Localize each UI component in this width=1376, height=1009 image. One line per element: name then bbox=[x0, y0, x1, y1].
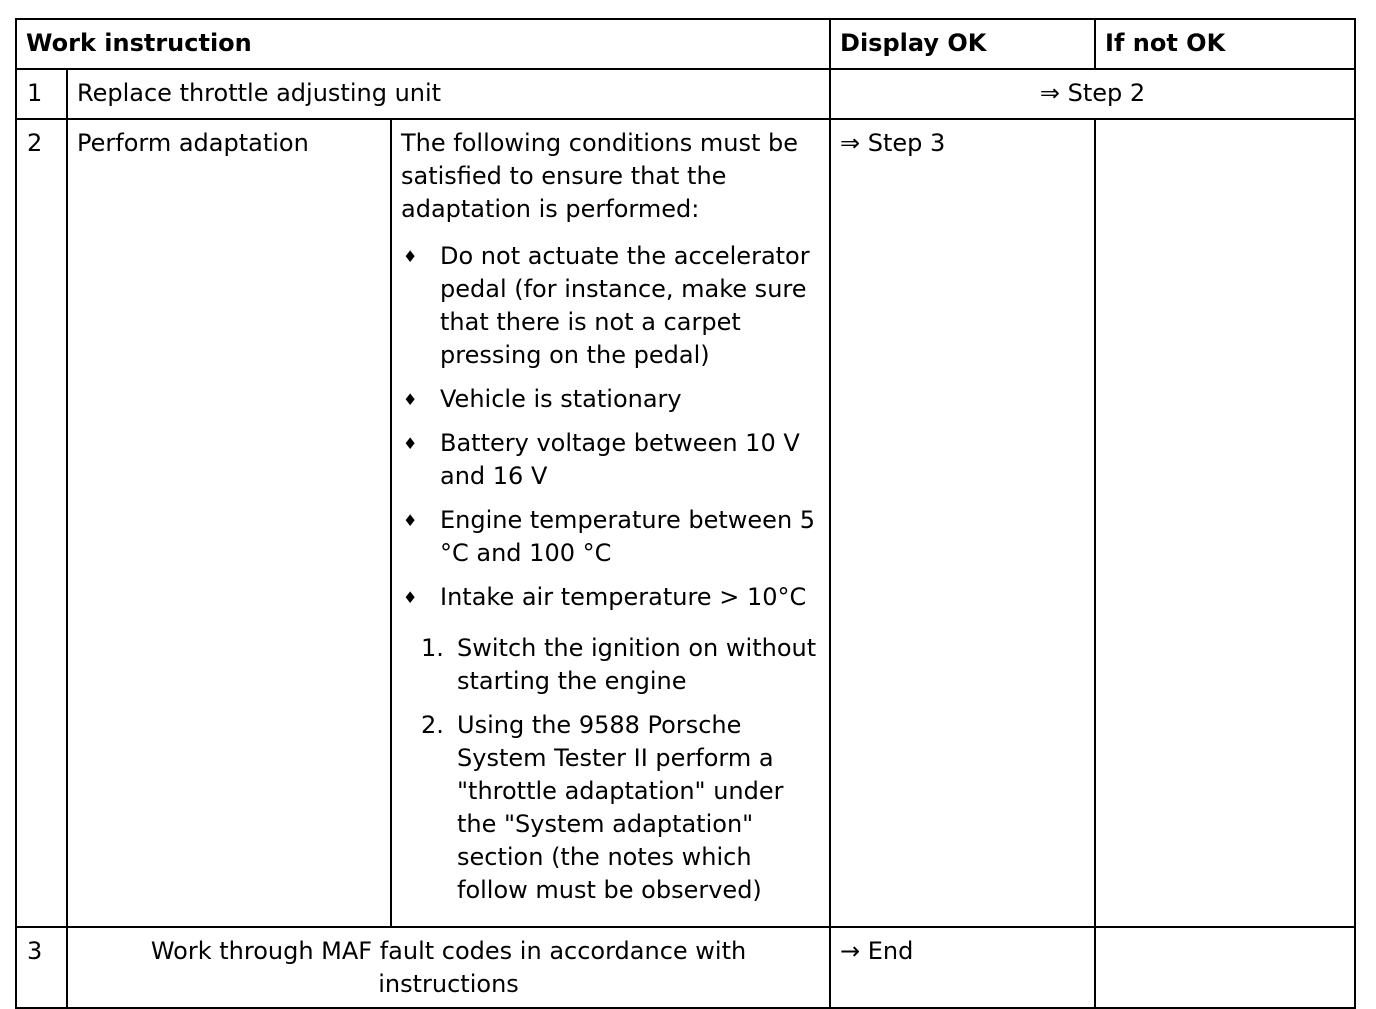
procedure-steps bbox=[401, 632, 820, 907]
step-number: 2 bbox=[16, 119, 67, 927]
diamond-bullet-icon: ♦ bbox=[403, 588, 418, 607]
display-ok-cell: ⇒ Step 2 bbox=[830, 69, 1355, 119]
diamond-bullet-icon: ♦ bbox=[403, 390, 418, 409]
header-work-instruction: Work instruction bbox=[16, 19, 830, 69]
if-not-ok-cell bbox=[1095, 927, 1355, 1008]
condition-text: Do not actuate the accelerator pedal (for instance, make sure that there is not a carpet pressing on the pedal) bbox=[440, 242, 810, 369]
display-ok-cell: → End bbox=[830, 927, 1095, 1008]
conditions-intro: The following conditions must be satisfied to ensure that the adaptation is performed: bbox=[401, 129, 799, 223]
condition-text: Intake air temperature > 10°C bbox=[440, 583, 807, 611]
instruction-cell: Perform adaptation bbox=[67, 119, 391, 927]
instruction-cell: Replace throttle adjusting unit bbox=[67, 69, 830, 119]
conditions-list bbox=[401, 240, 820, 614]
list-item bbox=[401, 240, 820, 372]
step-number: 3 bbox=[16, 927, 67, 1008]
table-row bbox=[16, 69, 1355, 119]
header-if-not-ok: If not OK bbox=[1095, 19, 1355, 69]
diamond-bullet-icon: ♦ bbox=[403, 434, 418, 453]
condition-text: Vehicle is stationary bbox=[440, 385, 682, 413]
step-text: Using the 9588 Porsche System Tester II perform a "throttle adaptation" under the "System adaptation" section (the notes which follow must be observed) bbox=[457, 711, 784, 904]
if-not-ok-cell bbox=[1095, 119, 1355, 927]
table-row bbox=[16, 119, 1355, 927]
step-index: 2. bbox=[421, 711, 444, 739]
work-instruction-table bbox=[15, 18, 1356, 1009]
display-ok-cell: ⇒ Step 3 bbox=[830, 119, 1095, 927]
diamond-bullet-icon: ♦ bbox=[403, 511, 418, 530]
header-row bbox=[16, 19, 1355, 69]
table-row bbox=[16, 927, 1355, 1008]
condition-text: Engine temperature between 5 °C and 100 °C bbox=[440, 506, 816, 567]
step-text: Switch the ignition on without starting the engine bbox=[457, 634, 817, 695]
header-display-ok: Display OK bbox=[830, 19, 1095, 69]
condition-text: Battery voltage between 10 V and 16 V bbox=[440, 429, 800, 490]
list-item bbox=[401, 427, 820, 493]
list-item bbox=[401, 632, 820, 698]
step-number: 1 bbox=[16, 69, 67, 119]
step-index: 1. bbox=[421, 634, 444, 662]
diamond-bullet-icon: ♦ bbox=[403, 247, 418, 266]
list-item bbox=[401, 709, 820, 907]
list-item bbox=[401, 581, 820, 614]
list-item bbox=[401, 383, 820, 416]
instruction-cell: Work through MAF fault codes in accordance with instructions bbox=[67, 927, 830, 1008]
list-item bbox=[401, 504, 820, 570]
details-cell bbox=[391, 119, 830, 927]
